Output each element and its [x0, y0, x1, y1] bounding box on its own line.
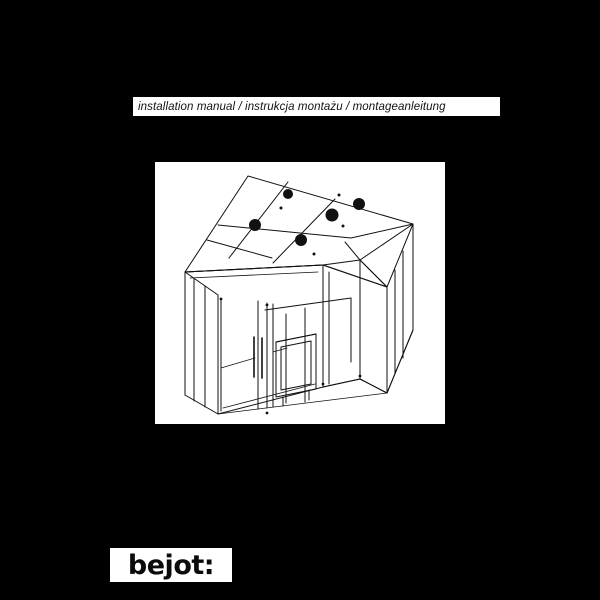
brand-logo: [110, 548, 232, 582]
page-title: installation manual / instrukcja montażu / montageanleitung: [138, 100, 446, 113]
brand-logo-text: bejot:: [127, 549, 215, 581]
pod-isometric-drawing: [155, 162, 445, 424]
title-band: [133, 97, 500, 116]
technical-drawing: [155, 162, 445, 424]
